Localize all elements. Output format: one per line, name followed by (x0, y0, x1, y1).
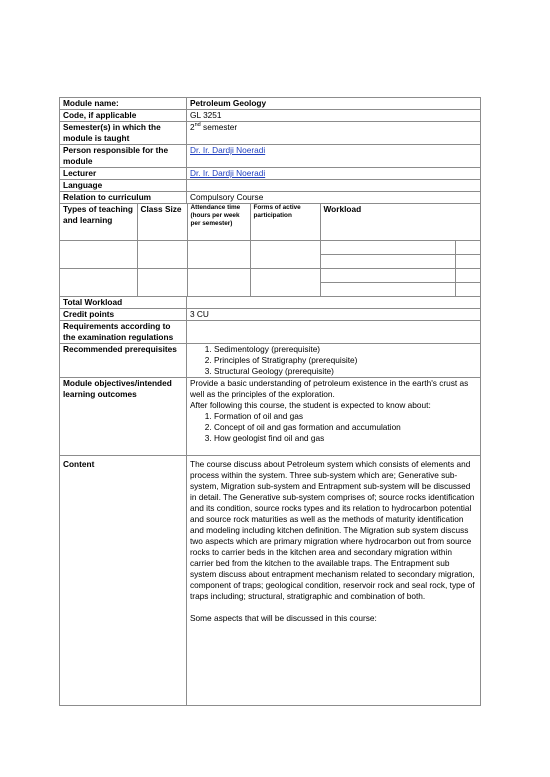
code-value: GL 3251 (187, 110, 481, 122)
requirements-label: Requirements according to the examination regulations (60, 320, 187, 343)
attendance-label: Attendance time (hours per week per semester) (187, 204, 250, 240)
relation-value: Compulsory Course (187, 192, 481, 204)
person-label: Person responsible for the module (60, 145, 187, 168)
semester-text: semester (200, 122, 238, 132)
prereq-item: 2. Principles of Stratigraphy (prerequisite) (214, 355, 477, 366)
prereq-item: 3. Structural Geology (prerequisite) (214, 366, 477, 377)
prereq-value (187, 343, 481, 377)
person-link[interactable]: Dr. Ir. Dardji Noeradi (190, 145, 266, 155)
objectives-label: Module objectives/intended learning outcomes (60, 377, 187, 455)
person-value (187, 145, 481, 168)
lecturer-value (187, 168, 481, 180)
row-relation (60, 192, 481, 204)
objective-item: 3. How geologist find oil and gas (214, 433, 477, 444)
row-module-name (60, 98, 481, 110)
prereq-list (190, 344, 477, 377)
row-semester (60, 122, 481, 145)
workload-label: Workload (323, 204, 362, 214)
row-lecturer (60, 168, 481, 180)
content-value (187, 455, 481, 705)
language-value (187, 180, 481, 192)
content-paragraph: The course discuss about Petroleum system which consists of elements and process within the system. Three sub-system which are; Generative sub-system, Migration sub-system and Entrapment sub-system will be discussed in detail. The Generative sub-system comprises of; source rocks identification and its condition, source rocks types and its relation to hydrocarbon potential and source rock maturities as well as the methods of maturity identification and modeling including kitchen definition. The Migration sub system discuss two aspects which are primary migration where hydrocarbon out from source rocks to carrier beds in the kitchen area and secondary migration within carrier bed from the kitchen to the available traps. The Entrapment sub system discuss about entrapment mechanism related to secondary migration, component of traps; geological condition, reservoir rock and seal rock, type of traps including; structural, stratigraphic and combination of both. (190, 458, 475, 601)
row-total-workload (60, 296, 481, 308)
module-table (59, 97, 481, 706)
total-workload-label: Total Workload (60, 296, 187, 308)
objective-item: 1. Formation of oil and gas (214, 411, 477, 422)
content-aspects: Some aspects that will be discussed in this course: (190, 612, 377, 623)
semester-number: 2 (190, 122, 195, 132)
credit-label: Credit points (60, 308, 187, 320)
objectives-intro: Provide a basic understanding of petroleum existence in the earth's crust as well as the principles of the exploration. (190, 377, 469, 399)
row-person (60, 145, 481, 168)
credit-value: 3 CU (187, 308, 481, 320)
row-language (60, 180, 481, 192)
row-credit (60, 308, 481, 320)
relation-label: Relation to curriculum (60, 192, 187, 204)
language-label: Language (60, 180, 187, 192)
row-content (60, 455, 481, 705)
lecturer-link[interactable]: Dr. Ir. Dardji Noeradi (190, 168, 266, 178)
row-code (60, 110, 481, 122)
semester-suffix: nd (194, 122, 201, 129)
objectives-value (187, 377, 481, 455)
objectives-after: After following this course, the student is expected to know about: (190, 399, 431, 410)
row-teaching (60, 204, 481, 297)
lecturer-label: Lecturer (60, 168, 187, 180)
semester-label: Semester(s) in which the module is taught (60, 122, 187, 145)
row-objectives (60, 377, 481, 455)
code-label: Code, if applicable (60, 110, 187, 122)
row-requirements (60, 320, 481, 343)
module-name-value: Petroleum Geology (187, 98, 481, 110)
teaching-cell (60, 204, 481, 297)
types-label: Types of teaching and learning (60, 204, 137, 240)
total-workload-value (187, 296, 481, 308)
objectives-list (190, 411, 477, 444)
requirements-value (187, 320, 481, 343)
semester-value (187, 122, 481, 145)
forms-label: Forms of active participation (250, 204, 320, 240)
module-name-label: Module name: (60, 98, 187, 110)
content-label: Content (60, 455, 187, 705)
teaching-grid (60, 204, 481, 296)
prereq-item: 1. Sedimentology (prerequisite) (214, 344, 477, 355)
objective-item: 2. Concept of oil and gas formation and accumulation (214, 422, 477, 433)
prereq-label: Recommended prerequisites (60, 343, 187, 377)
row-prereq (60, 343, 481, 377)
class-size-label: Class Size (137, 204, 187, 240)
